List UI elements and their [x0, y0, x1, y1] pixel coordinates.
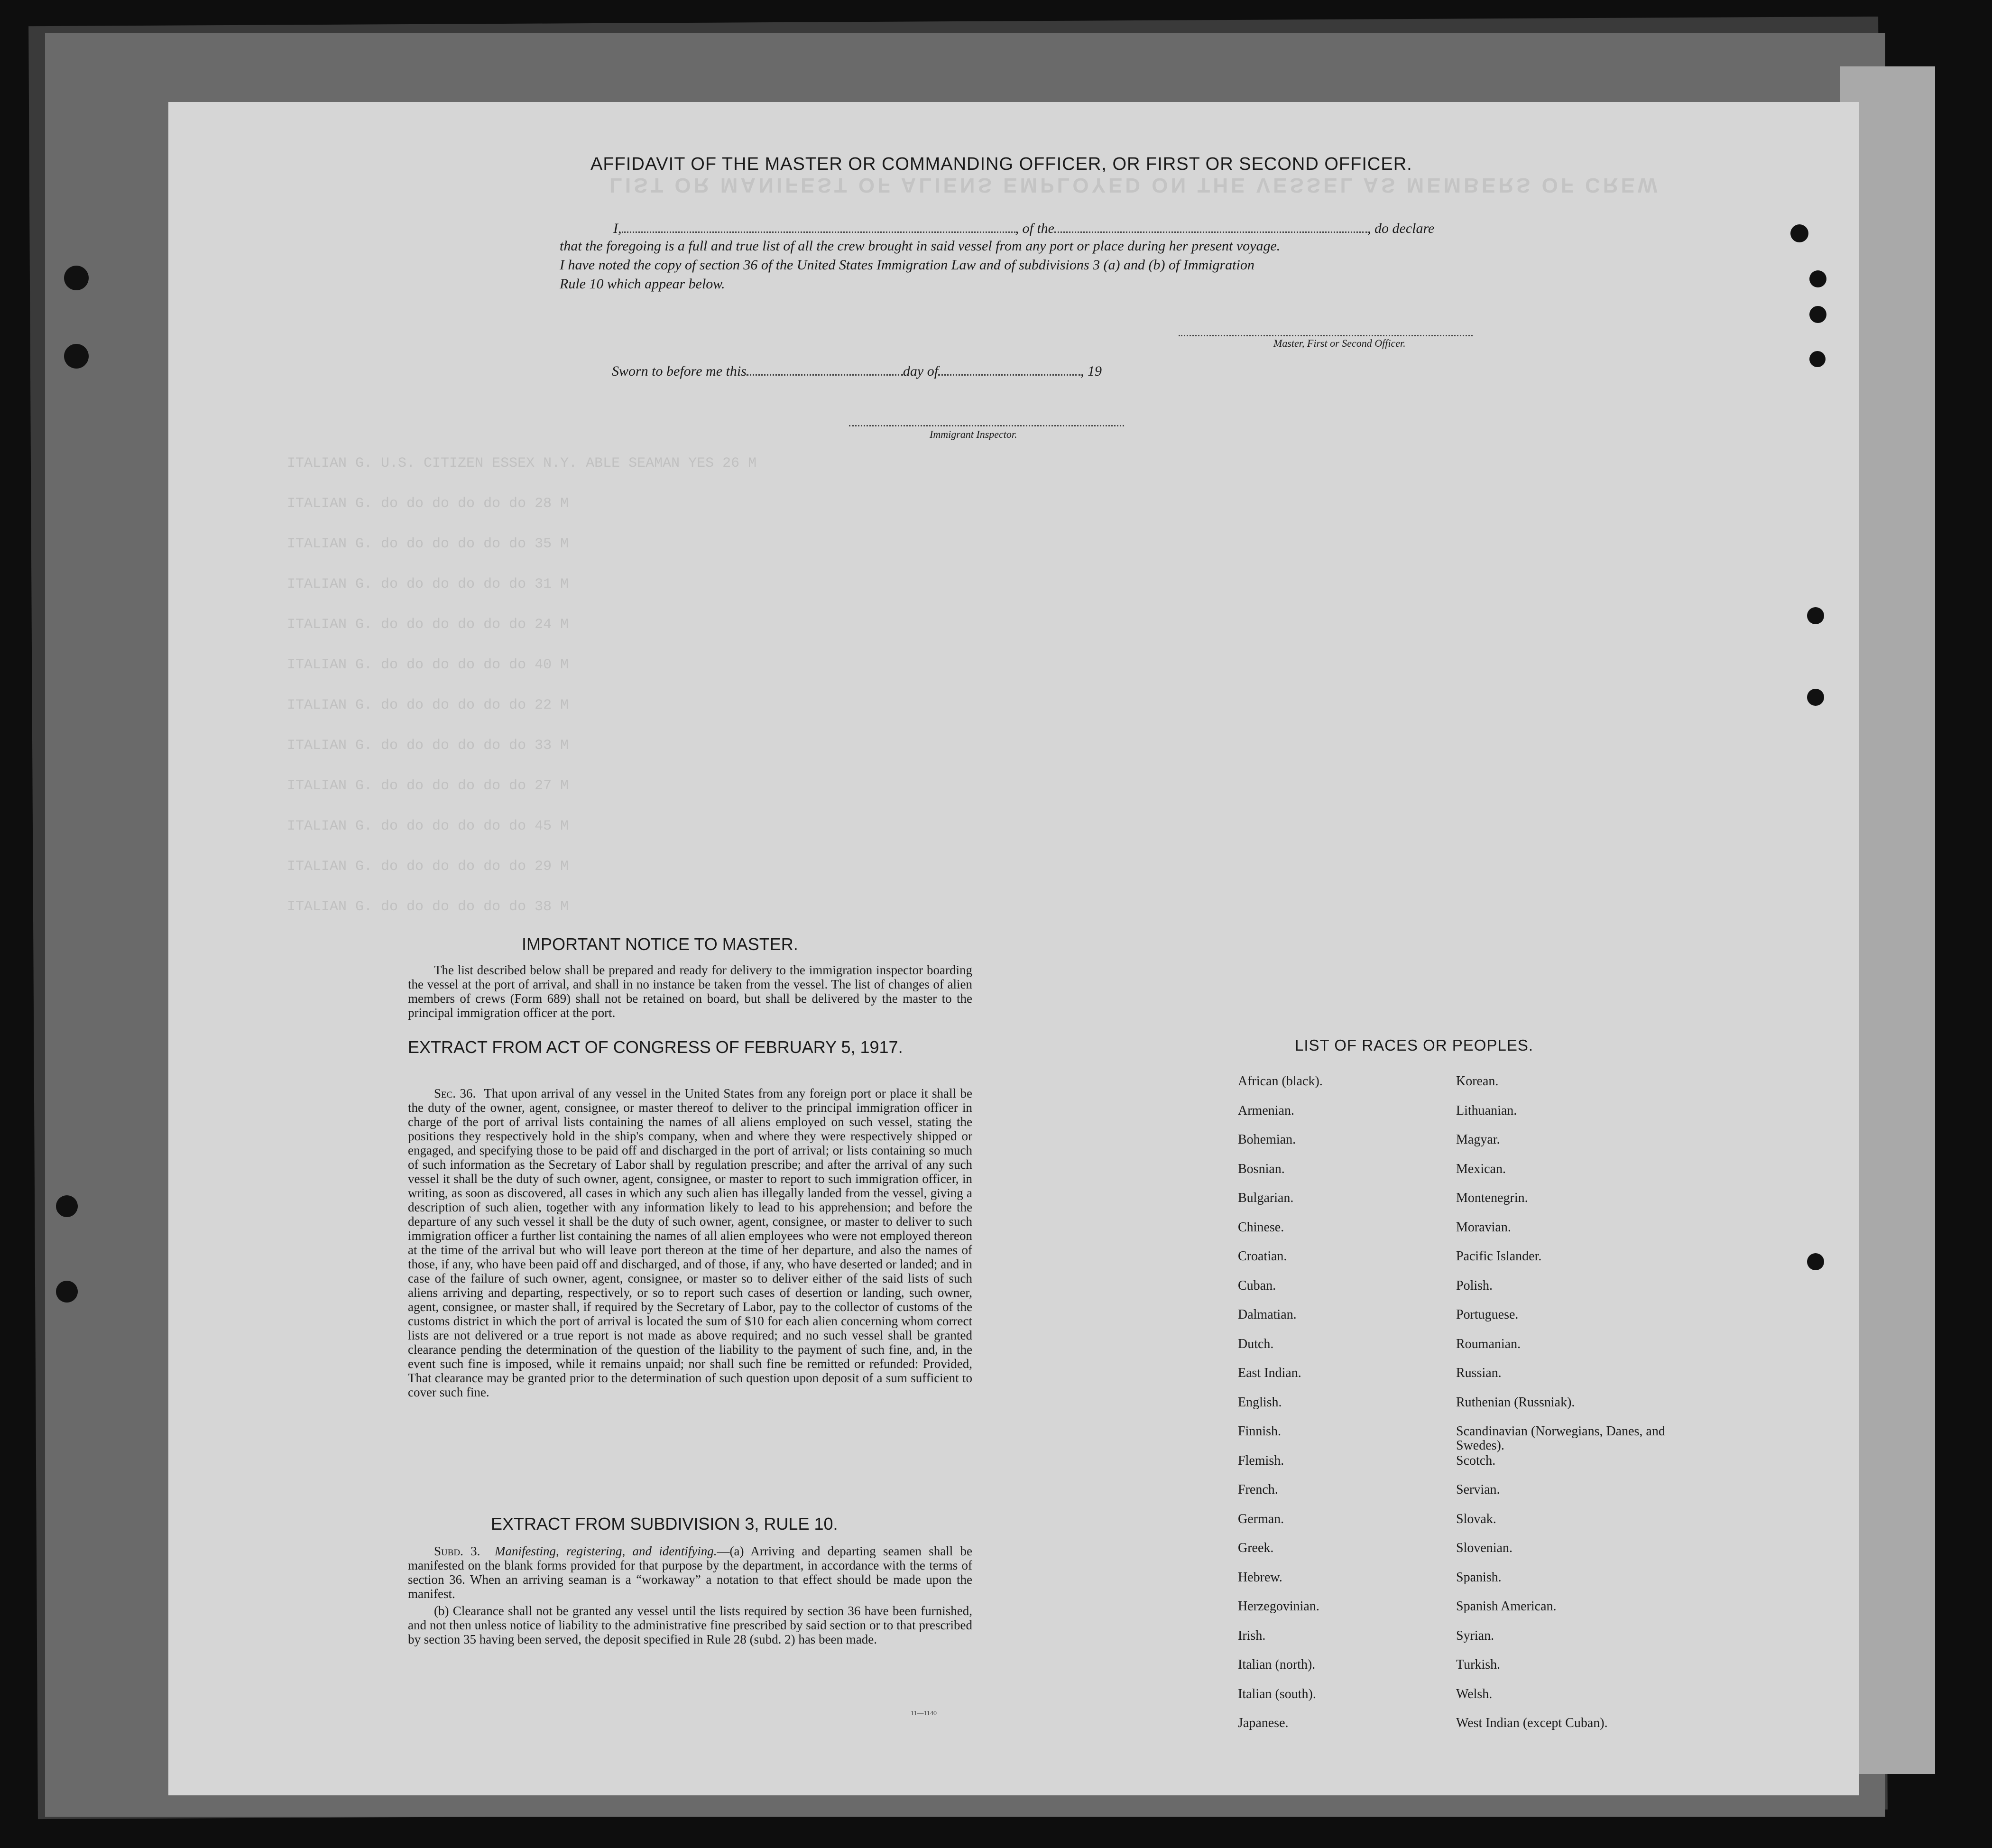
extract-subdivision-text	[408, 1544, 972, 1646]
bleed-through-row: ITALIAN G. do do do do do do 45 M	[287, 818, 569, 834]
race-item: Scotch.	[1456, 1453, 1496, 1468]
master-name-blank[interactable]	[622, 219, 1015, 233]
race-item: English.	[1238, 1395, 1282, 1410]
notice-paragraph: The list described below shall be prepared and ready for delivery to the immigration inspector boarding the vessel at the port of arrival, and shall in no instance be taken from the vessel. The list of changes of alien members of crews (Form 689) shall not be retained on board, but shall be delivered by the master to the principal immigration officer at the port.	[408, 963, 972, 1020]
bleed-through-row: ITALIAN G. do do do do do do 29 M	[287, 859, 569, 875]
races-right-column	[1456, 1074, 1703, 1746]
bleed-through-row: ITALIAN G. do do do do do do 33 M	[287, 738, 569, 754]
race-item: Welsh.	[1456, 1686, 1493, 1701]
race-item: French.	[1238, 1482, 1278, 1497]
affidavit-of-the-label: , of the	[1015, 221, 1054, 236]
race-item: Ruthenian (Russniak).	[1456, 1395, 1575, 1410]
race-item: Moravian.	[1456, 1220, 1511, 1235]
race-item: Greek.	[1238, 1541, 1274, 1555]
race-item: Irish.	[1238, 1628, 1266, 1643]
race-item: Bohemian.	[1238, 1132, 1296, 1147]
subdivision-text-b: (b) Clearance shall not be granted any vessel until the lists required by section 36 have been furnished, and not then unless notice of liability to the administrative fine prescribed by said section or to that prescribed by section 35 having been served, the deposit specified in Rule 28 (subd. 2) has been made.	[408, 1604, 972, 1646]
race-item: Turkish.	[1456, 1657, 1501, 1672]
extract-act-text	[408, 1086, 972, 1399]
race-item: Spanish.	[1456, 1570, 1502, 1585]
race-item: Bulgarian.	[1238, 1191, 1294, 1205]
page-hole	[1807, 607, 1824, 624]
race-item: Chinese.	[1238, 1220, 1284, 1235]
race-item: Flemish.	[1238, 1453, 1284, 1468]
race-item: Montenegrin.	[1456, 1191, 1528, 1205]
race-item: Japanese.	[1238, 1716, 1289, 1730]
race-item: Slovak.	[1456, 1511, 1496, 1526]
sworn-day-of-label: day of	[903, 363, 939, 379]
binder-hole	[64, 344, 89, 369]
race-item: Mexican.	[1456, 1161, 1506, 1176]
races-title: LIST OF RACES OR PEOPLES.	[1295, 1036, 1534, 1054]
race-item: Spanish American.	[1456, 1599, 1557, 1614]
inspector-signature-line[interactable]	[849, 413, 1124, 426]
notice-title: IMPORTANT NOTICE TO MASTER.	[522, 934, 798, 954]
affidavit-line-2: that the foregoing is a full and true list of all the crew brought in said vessel from any port or place during her present voyage.	[560, 238, 1281, 254]
race-item: Lithuanian.	[1456, 1103, 1517, 1118]
race-item: Croatian.	[1238, 1249, 1287, 1264]
section-label: Sec. 36.	[434, 1086, 476, 1100]
race-item: Dalmatian.	[1238, 1307, 1297, 1322]
affidavit-line-4: Rule 10 which appear below.	[560, 276, 725, 292]
race-item: East Indian.	[1238, 1366, 1301, 1380]
race-item: Scandinavian (Norwegians, Danes, and Swedes).	[1456, 1424, 1665, 1453]
affidavit-i-label: I,	[613, 221, 622, 236]
race-item: Hebrew.	[1238, 1570, 1282, 1585]
bleed-through-row: ITALIAN G. do do do do do do 27 M	[287, 778, 569, 794]
binder-hole	[56, 1195, 78, 1217]
binder-hole	[56, 1281, 78, 1303]
race-item: Italian (north).	[1238, 1657, 1316, 1672]
vessel-name-blank[interactable]	[1054, 219, 1367, 233]
race-item: Portuguese.	[1456, 1307, 1519, 1322]
affidavit-declaration-line	[613, 219, 1434, 237]
section-36-text: That upon arrival of any vessel in the United States from any foreign port or place it shall be the duty of the owner, agent, consignee, or master thereof to deliver to the principal immigration officer in charge of the port of arrival lists containing the names of all aliens employed on such vessel, stating the positions they respectively hold in the ship's company, when and where they were respectively shipped or engaged, and specifying those to be paid off and discharged in the port of arrival; or lists containing so much of such information as the Secretary of Labor shall by regulation prescribe; and after the arrival of any such vessel it shall be the duty of such owner, agent, consignee, or master to report to such immigration officer, in writing, as soon as discovered, all cases in which any such alien has illegally landed from the vessel, giving a description of such alien, together with any information likely to lead to his apprehension; and before the departure of any such vessel it shall be the duty of such owner, agent, consignee, or master to deliver to such immigration officer a further list containing the names of all alien employees who were not employed thereon at the time of the arrival but who will leave port thereon at the time of her departure, and also the names of those, if any, who have been paid off and discharged, and of those, if any, who have deserted or landed; and in case of the failure of such owner, agent, consignee, or master so to deliver either of the said lists of such aliens arriving and departing, respectively, or so to report such cases of desertion or landing, such owner, agent, consignee, or master shall, if required by the Secretary of Labor, pay to the collector of customs of the customs district in which the port of arrival is located the sum of $10 for each alien concerning whom correct lists are not delivered or a true report is not made as above required; and no such vessel shall be granted clearance pending the determination of the question of the liability to the payment of such fine, and, in the event such fine is imposed, while it remains unpaid; nor shall such fine be remitted or refunded: Provided, That clearance may be granted prior to the determination of such question upon deposit of a sum sufficient to cover such fine.	[408, 1086, 973, 1399]
race-item: Polish.	[1456, 1278, 1493, 1293]
sworn-date-blank[interactable]	[747, 362, 903, 376]
race-item: Armenian.	[1238, 1103, 1294, 1118]
race-item: Pacific Islander.	[1456, 1249, 1542, 1264]
bleed-through-row: ITALIAN G. do do do do do do 38 M	[287, 899, 569, 915]
race-item: Bosnian.	[1238, 1161, 1285, 1176]
page-hole	[1809, 306, 1826, 323]
bleed-through-row: ITALIAN G. do do do do do do 22 M	[287, 697, 569, 713]
race-item: Roumanian.	[1456, 1336, 1521, 1351]
notice-text	[408, 963, 972, 1020]
bleed-through-row: ITALIAN G. do do do do do do 28 M	[287, 496, 569, 512]
race-item: Cuban.	[1238, 1278, 1276, 1293]
inspector-signature-caption: Immigrant Inspector.	[930, 428, 1017, 440]
race-item: African (black).	[1238, 1074, 1323, 1089]
extract-subdivision-title: EXTRACT FROM SUBDIVISION 3, RULE 10.	[491, 1514, 838, 1534]
bleed-through-title: LIST OR MANIFEST OF ALIENS EMPLOYED ON THE VESSEL AS MEMBERS OF CREW	[609, 174, 1660, 197]
affidavit-line-3: I have noted the copy of section 36 of the United States Immigration Law and of subdivisions 3 (a) and (b) of Immigration	[560, 257, 1254, 273]
race-item: Finnish.	[1238, 1424, 1282, 1439]
page-hole	[1790, 224, 1808, 242]
bleed-through-row: ITALIAN G. do do do do do do 40 M	[287, 657, 569, 673]
manifest-page	[168, 102, 1859, 1795]
affidavit-declare-label: , do declare	[1367, 221, 1435, 236]
bleed-through-row: ITALIAN G. U.S. CITIZEN ESSEX N.Y. ABLE SEAMAN YES 26 M	[287, 455, 757, 471]
race-item: Magyar.	[1456, 1132, 1500, 1147]
print-code: 11—1140	[911, 1710, 937, 1717]
race-item: Korean.	[1456, 1074, 1499, 1089]
master-signature-line[interactable]	[1179, 323, 1473, 336]
races-left-column	[1238, 1074, 1428, 1746]
sworn-before-label: Sworn to before me this	[612, 363, 747, 379]
sworn-year-label: , 19	[1080, 363, 1102, 379]
race-item: Syrian.	[1456, 1628, 1494, 1643]
extract-act-title: EXTRACT FROM ACT OF CONGRESS OF FEBRUARY 5, 1917.	[408, 1037, 903, 1057]
race-item: Russian.	[1456, 1366, 1502, 1380]
sworn-month-blank[interactable]	[938, 362, 1080, 376]
page-hole	[1809, 351, 1826, 367]
bleed-through-row: ITALIAN G. do do do do do do 31 M	[287, 576, 569, 592]
binder-hole	[64, 266, 89, 290]
subdivision-label: Subd. 3.	[434, 1544, 480, 1558]
race-item: Herzegovinian.	[1238, 1599, 1319, 1614]
race-item: German.	[1238, 1511, 1284, 1526]
affidavit-title: AFFIDAVIT OF THE MASTER OR COMMANDING OFFICER, OR FIRST OR SECOND OFFICER.	[590, 154, 1412, 174]
page-hole	[1807, 689, 1824, 706]
page-hole	[1807, 1253, 1824, 1270]
race-item: West Indian (except Cuban).	[1456, 1716, 1608, 1730]
bleed-through-row: ITALIAN G. do do do do do do 35 M	[287, 536, 569, 552]
race-item: Slovenian.	[1456, 1541, 1512, 1555]
subdivision-text-a: —(a) Arriving and departing seamen shall be manifested on the blank forms provided for that purpose by the department, in accordance with the terms of section 36. When an arriving seaman is a “workaway” a notation to that effect should be made upon the manifest.	[408, 1544, 972, 1601]
subdivision-heading: Manifesting, registering, and identifying.	[494, 1544, 717, 1558]
race-item: Italian (south).	[1238, 1686, 1316, 1701]
sworn-line	[612, 362, 1102, 379]
master-signature-caption: Master, First or Second Officer.	[1273, 337, 1406, 349]
race-item: Dutch.	[1238, 1336, 1274, 1351]
race-item: Servian.	[1456, 1482, 1500, 1497]
bleed-through-row: ITALIAN G. do do do do do do 24 M	[287, 617, 569, 633]
page-hole	[1809, 270, 1826, 287]
